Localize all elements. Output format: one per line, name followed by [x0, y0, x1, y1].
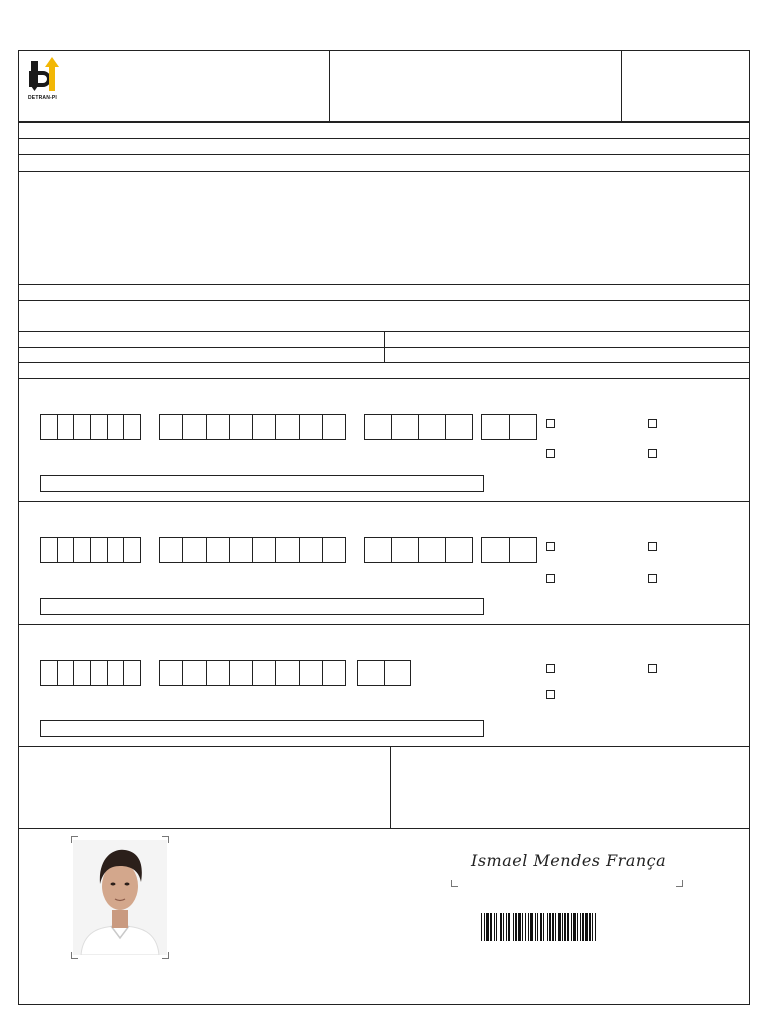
digit-group-c[interactable] — [364, 537, 473, 563]
barcode-bar — [518, 913, 521, 941]
digit-group-a[interactable] — [40, 660, 141, 686]
column-divider — [390, 746, 391, 828]
barcode-bar — [530, 913, 533, 941]
barcode-bar — [543, 913, 544, 941]
logo-text: DETRAN-PI — [28, 95, 58, 101]
digit-group-b[interactable] — [159, 537, 346, 563]
header-divider-2 — [621, 51, 622, 122]
checkbox[interactable] — [546, 690, 555, 699]
header-logo — [27, 55, 67, 103]
row-rule — [19, 624, 749, 625]
row-rule — [19, 746, 749, 747]
barcode-icon — [481, 913, 673, 941]
person-photo — [73, 840, 167, 955]
barcode-bar — [484, 913, 485, 941]
barcode-bar — [549, 913, 551, 941]
signature-corner — [676, 880, 683, 887]
signature-corner — [451, 880, 458, 887]
header-divider-1 — [329, 51, 330, 122]
barcode-bar — [496, 913, 497, 941]
digit-group-c[interactable] — [357, 660, 411, 686]
row-rule — [19, 362, 749, 363]
checkbox[interactable] — [648, 419, 657, 428]
row-rule — [19, 501, 749, 502]
split-divider — [384, 331, 385, 362]
checkbox[interactable] — [648, 542, 657, 551]
barcode-bar — [558, 913, 561, 941]
barcode-bar — [535, 913, 536, 941]
barcode-bar — [500, 913, 502, 941]
checkbox[interactable] — [648, 574, 657, 583]
row-rule — [19, 154, 749, 155]
text-field[interactable] — [40, 598, 484, 615]
checkbox[interactable] — [546, 574, 555, 583]
barcode-bar — [592, 913, 593, 941]
barcode-bar — [494, 913, 495, 941]
barcode-bar — [506, 913, 507, 941]
barcode-bar — [562, 913, 563, 941]
digit-group-c[interactable] — [364, 414, 473, 440]
row-rule — [19, 378, 749, 379]
checkbox[interactable] — [546, 542, 555, 551]
barcode-bar — [582, 913, 584, 941]
checkbox[interactable] — [648, 449, 657, 458]
barcode-bar — [508, 913, 510, 941]
barcode-bar — [585, 913, 588, 941]
checkbox[interactable] — [546, 449, 555, 458]
barcode-bar — [515, 913, 517, 941]
row-rule — [19, 284, 749, 285]
barcode-bar — [571, 913, 572, 941]
digit-group-a[interactable] — [40, 414, 141, 440]
barcode-bar — [481, 913, 482, 941]
barcode-bar — [589, 913, 591, 941]
barcode-bar — [555, 913, 556, 941]
barcode-bar — [525, 913, 526, 941]
barcode-bar — [503, 913, 504, 941]
barcode-bar — [490, 913, 492, 941]
digit-group-b[interactable] — [159, 414, 346, 440]
license-form — [18, 50, 750, 1005]
barcode-bar — [567, 913, 569, 941]
row-rule — [19, 300, 749, 301]
barcode-bar — [573, 913, 576, 941]
barcode-bar — [540, 913, 542, 941]
barcode-bar — [547, 913, 548, 941]
checkbox[interactable] — [546, 664, 555, 673]
row-rule — [19, 828, 749, 829]
barcode-bar — [552, 913, 554, 941]
checkbox[interactable] — [648, 664, 657, 673]
row-rule — [19, 138, 749, 139]
header-bottom-rule — [19, 121, 749, 123]
digit-group-a[interactable] — [40, 537, 141, 563]
row-rule — [19, 171, 749, 172]
text-field[interactable] — [40, 475, 484, 492]
digit-group-d[interactable] — [481, 537, 537, 563]
digit-group-d[interactable] — [481, 414, 537, 440]
signature-area — [451, 841, 683, 887]
text-field[interactable] — [40, 720, 484, 737]
barcode-bar — [564, 913, 566, 941]
barcode-bar — [513, 913, 514, 941]
digit-group-b[interactable] — [159, 660, 346, 686]
barcode-bar — [522, 913, 523, 941]
barcode-bar — [486, 913, 489, 941]
barcode-bar — [580, 913, 581, 941]
barcode-bar — [537, 913, 538, 941]
checkbox[interactable] — [546, 419, 555, 428]
photo-frame — [71, 836, 169, 959]
barcode-bar — [577, 913, 578, 941]
detran-pi-logo-icon — [27, 55, 61, 93]
barcode-bar — [595, 913, 596, 941]
barcode-bar — [528, 913, 529, 941]
signature: Ismael Mendes França — [471, 851, 667, 870]
